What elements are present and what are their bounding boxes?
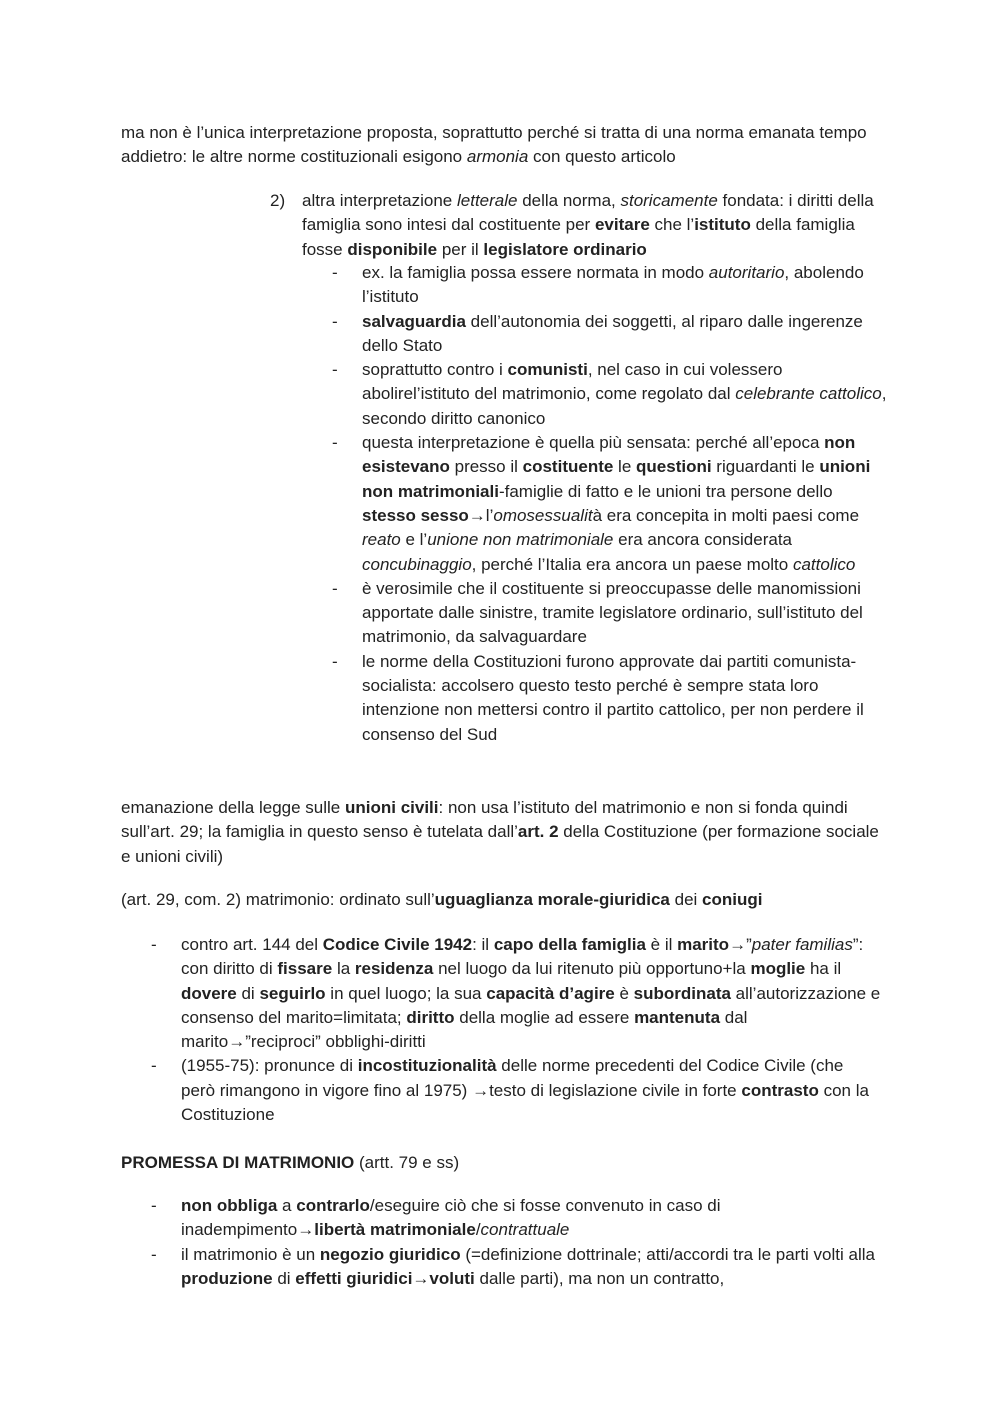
- bold-run: uguaglianza morale-giuridica: [434, 890, 670, 909]
- italic-run: reato: [362, 530, 401, 550]
- text-run: della famiglia fosse: [302, 215, 855, 259]
- bold-run: questioni: [636, 457, 712, 477]
- bold-run: effetti giuridici: [295, 1268, 413, 1288]
- dash-marker: -: [151, 1056, 157, 1076]
- text-run: dell’autonomia dei soggetti, al riparo dalle ingerenze dello Stato: [362, 311, 863, 355]
- item-number: 2): [270, 191, 286, 210]
- bold-run: istituto: [694, 215, 751, 235]
- text-run: era ancora considerata: [613, 530, 792, 550]
- text-run: per il: [437, 239, 484, 259]
- art29-paragraph: [121, 888, 881, 912]
- bold-run: non obbliga: [181, 1196, 278, 1215]
- bold-run: evitare: [594, 215, 650, 235]
- list-item: [332, 577, 887, 650]
- list-item: [332, 261, 887, 310]
- text-run: è verosimile che il costituente si preoccupasse delle manomissioni apportate dalle sinistre, tramite legislatore ordinario, sull’istituto del matrimonio, da salvaguardare: [362, 578, 863, 647]
- list-item: [151, 1194, 881, 1243]
- bold-run: mantenuta: [634, 1007, 721, 1027]
- text-run: soprattutto contro i: [362, 360, 508, 380]
- text-run: la: [332, 959, 355, 979]
- text-run: , secondo diritto canonico: [362, 384, 887, 428]
- bold-run: seguirlo: [259, 983, 326, 1003]
- bold-run: capo della famiglia: [493, 935, 646, 954]
- text-run: della norma,: [517, 191, 621, 210]
- text-run: ma non è l’unica interpretazione proposta, soprattutto perché si tratta di una norma emanata tempo addietro: le altre norme costituzionali esigono: [121, 123, 867, 167]
- dash-marker: -: [151, 1196, 157, 1215]
- text-run: riguardanti le: [711, 457, 820, 477]
- text-run: questa interpretazione è quella più sensata: perché all’epoca: [362, 433, 825, 453]
- text-run: che l’: [649, 215, 695, 235]
- bold-run: diritto: [406, 1007, 455, 1027]
- dash-marker: -: [332, 433, 338, 453]
- text-run: , nel caso in cui volessero abolirel’istituto del matrimonio, come regolato dal: [362, 360, 783, 404]
- text-run: di: [236, 983, 260, 1003]
- item-text: [302, 189, 887, 262]
- bold-run: disponibile: [347, 239, 438, 259]
- text-run: e l’: [400, 530, 428, 550]
- bold-run: PROMESSA DI MATRIMONIO: [121, 1153, 355, 1172]
- list-item: [151, 1054, 881, 1127]
- italic-run: celebrante cattolico: [735, 384, 882, 404]
- text-run: è: [614, 983, 634, 1003]
- bold-run: stesso sesso: [362, 505, 469, 525]
- text-run: ha il: [805, 959, 842, 979]
- text-run: dal marito→”reciproci” obblighi-diritti: [181, 1007, 748, 1052]
- italic-run: omosessualit: [493, 505, 593, 525]
- italic-run: letterale: [456, 191, 518, 210]
- sub-bullet-list: [332, 261, 887, 747]
- bold-run: residenza: [354, 959, 434, 979]
- bold-run: costituente: [522, 457, 614, 477]
- text-run: di: [272, 1268, 296, 1288]
- text-run: dalle parti), ma non un contratto,: [474, 1268, 725, 1288]
- text-run: →l’: [468, 505, 494, 525]
- italic-run: armonia: [466, 147, 529, 167]
- text-run: →”: [729, 935, 752, 954]
- text-run: il matrimonio è un: [181, 1244, 320, 1264]
- dash-marker: -: [151, 1244, 157, 1264]
- bold-run: coniugi: [702, 890, 763, 909]
- dash-marker: -: [332, 263, 338, 282]
- text-run: (1955-75): pronunce di: [181, 1056, 358, 1076]
- text-run: emanazione della legge sulle: [121, 798, 345, 817]
- text-run: della moglie ad essere: [454, 1007, 635, 1027]
- list-item: [151, 1243, 881, 1292]
- text-run: -famiglie di fatto e le unioni tra persone dello: [498, 481, 833, 501]
- text-run: à era concepita in molti paesi come: [592, 505, 860, 525]
- bold-run: non esistevano: [362, 433, 856, 477]
- text-run: (=definizione dottrinale; atti/accordi tra le parti volti alla: [460, 1244, 875, 1264]
- list-item: [332, 650, 887, 747]
- text-run: fondata: i diritti della famiglia sono intesi dal costituente per: [302, 191, 874, 235]
- unioni-civili-paragraph: [121, 796, 881, 869]
- text-run: le norme della Costituzioni furono approvate dai partiti comunista-socialista: accolsero questo testo perché è sempre stata loro intenzione non mettersi contro il partito cattolico, per non perdere il consenso del Sud: [362, 651, 864, 744]
- bold-run: legislatore ordinario: [483, 239, 647, 259]
- bold-run: marito: [677, 935, 730, 954]
- text-run: all’autorizzazione e consenso del marito=limitata;: [181, 983, 881, 1027]
- dash-marker: -: [332, 578, 338, 598]
- bold-run: capacità d’agire: [486, 983, 615, 1003]
- bold-run: negozio giuridico: [319, 1244, 461, 1264]
- text-run: le: [613, 457, 637, 477]
- bold-run: fissare: [277, 959, 333, 979]
- dash-marker: -: [332, 651, 338, 671]
- text-run: contro art. 144 del: [181, 935, 323, 954]
- bold-run: Codice Civile 1942: [322, 935, 473, 954]
- text-run: /eseguire ciò che si fosse convenuto in caso di inadempimento→: [181, 1196, 721, 1240]
- italic-run: cattolico: [792, 554, 856, 574]
- italic-run: contrattuale: [480, 1220, 570, 1240]
- text-run: a: [277, 1196, 297, 1215]
- text-run: della Costituzione (per formazione sociale e unioni civili): [121, 822, 879, 866]
- text-run: /: [475, 1220, 481, 1240]
- promessa-heading: [121, 1151, 881, 1175]
- list-item: [151, 933, 881, 1054]
- bold-run: unioni civili: [345, 798, 439, 817]
- text-run: dei: [669, 890, 703, 909]
- bold-run: comunisti: [507, 360, 588, 380]
- list-item: [332, 310, 887, 359]
- bold-run: voluti: [429, 1268, 475, 1288]
- bold-run: libertà matrimoniale: [314, 1220, 476, 1240]
- dash-marker: -: [332, 360, 338, 380]
- text-run: (artt. 79 e ss): [354, 1153, 460, 1172]
- dash-marker: -: [151, 935, 157, 954]
- bold-run: subordinata: [633, 983, 731, 1003]
- bold-run: moglie: [750, 959, 806, 979]
- text-run: presso il: [449, 457, 523, 477]
- text-run: delle norme precedenti del Codice Civile (che però rimangono in vigore fino al 1975) →testo di legislazione civile in forte: [181, 1056, 844, 1100]
- text-run: nel luogo da lui ritenuto più opportuno+la: [433, 959, 751, 979]
- bold-run: contrarlo: [296, 1196, 370, 1215]
- intro-paragraph: [121, 121, 881, 170]
- bold-run: unioni non matrimoniali: [362, 457, 871, 501]
- bold-run: art. 2: [517, 822, 559, 842]
- list-item: [332, 431, 887, 577]
- italic-run: storicamente: [620, 191, 718, 210]
- text-run: →: [412, 1268, 430, 1288]
- text-run: con questo articolo: [528, 147, 676, 167]
- text-run: (art. 29, com. 2) matrimonio: ordinato sull’: [121, 890, 435, 909]
- bold-run: dovere: [181, 983, 237, 1003]
- text-run: altra interpretazione: [302, 191, 457, 210]
- text-run: ex. la famiglia possa essere normata in modo: [362, 263, 709, 282]
- text-run: con la Costituzione: [181, 1080, 869, 1125]
- italic-run: autoritario: [708, 263, 785, 282]
- text-run: ”: con diritto di: [181, 935, 864, 979]
- text-run: : il: [472, 935, 494, 954]
- dash-marker: -: [332, 311, 338, 331]
- italic-run: concubinaggio: [362, 554, 472, 574]
- text-run: , perché l’Italia era ancora un paese molto: [471, 554, 793, 574]
- bold-run: salvaguardia: [362, 311, 466, 331]
- italic-run: pater familias: [751, 935, 853, 954]
- text-run: : non usa l’istituto del matrimonio e non si fonda quindi sull’art. 29; la famiglia in questo senso è tutelata dall’: [121, 798, 848, 842]
- bold-run: contrasto: [741, 1080, 819, 1100]
- bold-run: incostituzionalità: [357, 1056, 497, 1076]
- bold-run: produzione: [181, 1268, 273, 1288]
- italic-run: unione non matrimoniale: [427, 530, 614, 550]
- list-item: [332, 358, 887, 431]
- codice-civile-list: [151, 933, 881, 1127]
- text-run: è il: [645, 935, 678, 954]
- text-run: , abolendo l’istituto: [362, 263, 864, 307]
- text-run: in quel luogo; la sua: [325, 983, 487, 1003]
- promessa-list: [151, 1194, 881, 1291]
